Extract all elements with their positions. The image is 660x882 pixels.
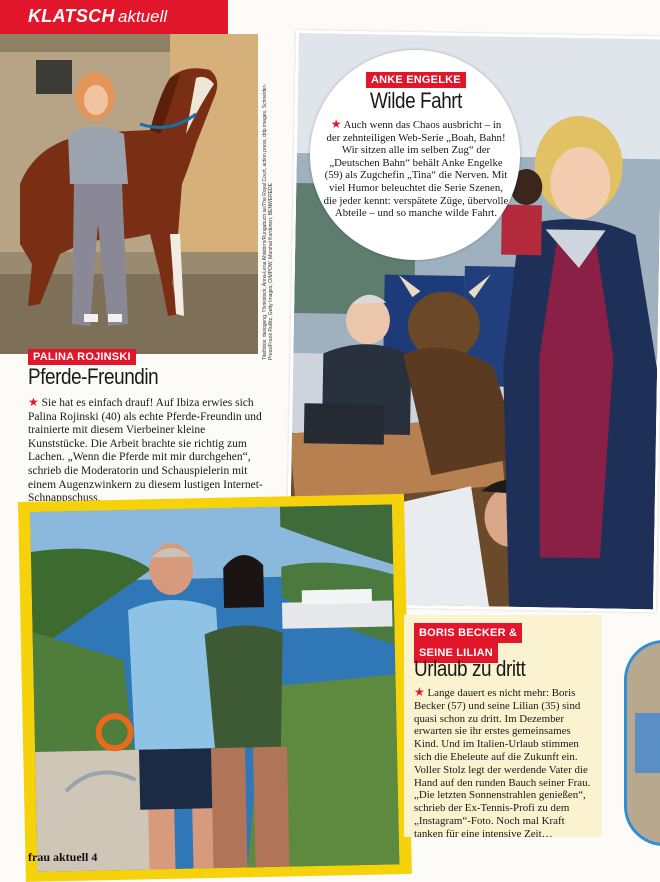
palina-body xyxy=(28,396,264,506)
boris-body-text: Lange dauert es nicht mehr: Boris Becker (57) und seine Lilian (35) sind quasi schon zu dritt. Im Dezember erwarten sie ihr erstes gemeinsames Kind. Und im Italien-Urlaub stimmen sich die Eheleute auf die Zukunft ein. Voller Stolz legt der werdende Vater die Hand auf den runden Bauch seiner Frau. „Die letzten Sonnenstrahlen genießen“, schrieb der Ex-Tennis-Profi zu dem „Instagram“-Foto. Noch mal Kraft tanken für eine intensive Zeit… xyxy=(414,687,591,840)
star-icon: ★ xyxy=(330,117,342,131)
footer xyxy=(28,850,97,865)
section-brand: KLATSCH xyxy=(28,6,115,26)
section-header xyxy=(0,0,228,34)
boris-body xyxy=(414,686,594,841)
photo-credit: Titelfotos: dasogeng. Thinkstock, Anna-Lena Ahlstörm/Rungabuch.se/The Royal Court, action press, ddp images, Schneider-Press/Frank Rollitz, Getty Images, O/MPOW, Marshal Kordonen, BENWEREDE xyxy=(262,84,274,360)
anke-kicker: ANKE ENGELKE xyxy=(366,72,466,88)
footer-brand: frau aktuell xyxy=(28,850,89,864)
boris-kicker-line1: BORIS BECKER & xyxy=(414,623,522,643)
palina-kicker: PALINA ROJINSKI xyxy=(28,349,136,365)
palina-photo xyxy=(0,34,258,354)
palina-kicker-wrap xyxy=(28,347,136,365)
star-icon: ★ xyxy=(414,685,425,699)
palina-headline: Pferde-Freundin xyxy=(28,364,159,389)
boris-headline: Urlaub zu dritt xyxy=(414,656,526,681)
footer-page: 4 xyxy=(91,850,98,864)
anke-body-text: Auch wenn das Chaos ausbricht – in der zehnteiligen Web-Serie „Boah, Bahn! Wir sitzen alle im selben Zug“ der „Deutschen Bahn“ behält Anke Engelke (59) als Zugchefin „Tina“ die Nerven. Mit viel Humor beleuchtet die Serie Szenen, die jeder kennt: verspätete Züge, übervolle Abteile – und so manche wilde Fahrt. xyxy=(323,119,509,220)
star-icon: ★ xyxy=(28,395,39,409)
boris-kicker-line2: SEINE LILIAN xyxy=(414,643,498,663)
anke-body xyxy=(323,118,509,220)
anke-kicker-wrap xyxy=(366,70,466,88)
section-name: aktuell xyxy=(118,7,168,26)
palina-body-text: Sie hat es einfach drauf! Auf Ibiza erwies sich Palina Rojinski (40) als echte Pferde-Freundin und trainierte mit diesem Vierbeiner kleine Kunststücke. Die Arbeit brachte sie richtig zum Lachen. „Wenn die Pferde mit mir durchgehen“, schrieb die Moderatorin und Schauspielerin mit einem Augenzwinkern zu diesem lustigen Internet-Schnappschuss. xyxy=(28,397,263,505)
anke-headline: Wilde Fahrt xyxy=(370,88,463,113)
edge-photo-fragment xyxy=(624,640,660,846)
boris-photo xyxy=(30,504,399,872)
